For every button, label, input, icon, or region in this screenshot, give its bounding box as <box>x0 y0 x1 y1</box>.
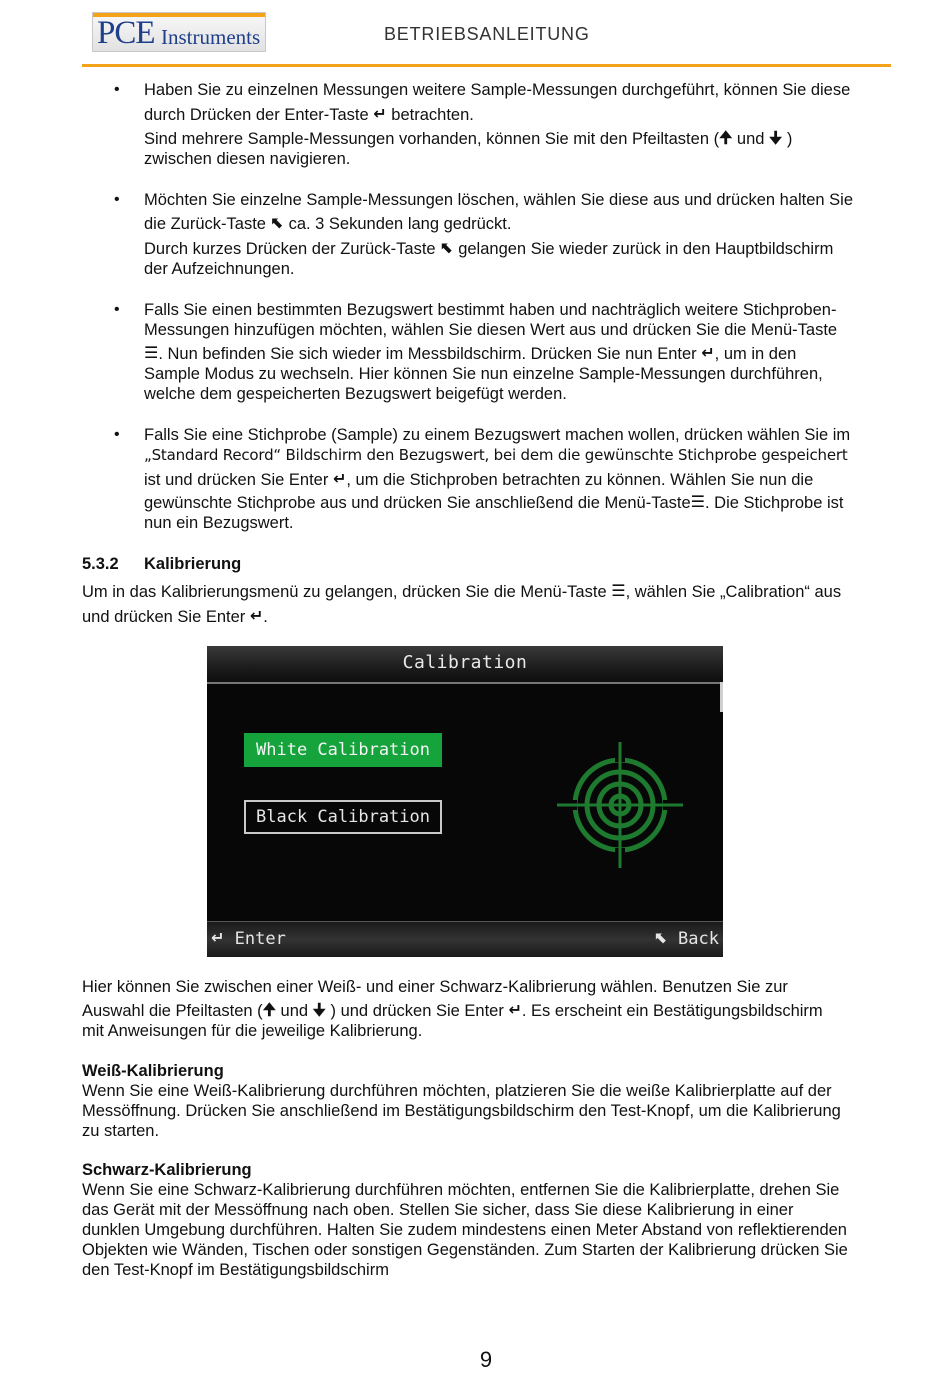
arrow-down-icon: 🠋 <box>312 1000 326 1019</box>
footer-back-label: Back <box>678 929 719 949</box>
page-number: 9 <box>479 1347 493 1372</box>
text-line <box>144 105 474 125</box>
title-bar-divider <box>207 682 723 684</box>
menu-icon: ☰ <box>690 492 706 511</box>
text-line <box>144 470 813 490</box>
enter-icon: ↵ <box>701 343 715 362</box>
back-icon: ⬉ <box>440 238 454 257</box>
text-span: Auswahl die Pfeiltasten ( <box>82 1002 263 1020</box>
bullet-marker: • <box>114 81 120 98</box>
text-line: „Standard Record“ Bildschirm den Bezugswert, bei dem die gewünschte Stichprobe gespeichert <box>144 446 848 464</box>
text-line: Messungen hinzufügen möchten, wählen Sie diesen Wert aus und drücken Sie die Menü-Taste <box>144 321 838 339</box>
text-span: ) <box>786 130 793 148</box>
text-span: , um die Stichproben betrachten zu können. Wählen Sie nun die <box>346 471 814 489</box>
arrow-down-icon: 🠋 <box>769 128 783 147</box>
text-span: die Zurück-Taste <box>144 215 266 233</box>
text-line <box>82 1001 823 1021</box>
text-span: gelangen Sie wieder zurück in den Hauptbildschirm <box>458 240 834 258</box>
text-line: den Test-Knopf im Bestätigungsbildschirm <box>82 1261 389 1279</box>
text-line: zwischen diesen navigieren. <box>144 150 351 168</box>
enter-icon: ↵ <box>373 104 387 123</box>
text-line: Wenn Sie eine Schwarz-Kalibrierung durchführen möchten, entfernen Sie die Kalibrierplatte, drehen Sie <box>82 1181 840 1199</box>
pce-logo <box>92 12 266 52</box>
text-line <box>144 214 511 234</box>
text-line: Haben Sie zu einzelnen Messungen weitere Sample-Messungen durchgeführt, können Sie diese <box>144 81 851 99</box>
text-span: ca. 3 Sekunden lang gedrückt. <box>288 215 512 233</box>
footer-enter[interactable] <box>211 928 286 950</box>
back-icon: ⬉ <box>270 213 284 232</box>
text-line <box>82 607 268 627</box>
black-calibration-heading: Schwarz-Kalibrierung <box>82 1161 252 1179</box>
screen-footer-bar <box>207 921 723 957</box>
text-span: gewünschte Stichprobe aus und drücken Sie anschließend die Menü-Taste <box>144 494 691 512</box>
bullet-marker: • <box>114 426 120 443</box>
text-line: nun ein Bezugswert. <box>144 514 294 532</box>
text-span: , wählen Sie „Calibration“ aus <box>625 583 842 601</box>
text-line: Messöffnung. Drücken Sie anschließend im Bestätigungsbildschirm den Test-Knopf, um die Kalibrierung <box>82 1102 841 1120</box>
white-calibration-option[interactable]: White Calibration <box>244 733 442 767</box>
enter-icon: ↵ <box>508 1000 522 1019</box>
text-span: , um in den <box>714 345 797 363</box>
document-title: BETRIEBSANLEITUNG <box>384 24 590 44</box>
logo-instruments-text: Instruments <box>161 25 261 49</box>
text-line: dunklen Umgebung durchführen. Halten Sie zudem mindestens einen Meter Abstand von reflektierenden <box>82 1221 847 1239</box>
text-line <box>144 493 844 513</box>
calibration-screen <box>207 646 723 957</box>
text-line <box>144 344 796 364</box>
header-divider <box>82 64 891 67</box>
text-span: Durch kurzes Drücken der Zurück-Taste <box>144 240 436 258</box>
text-span: und <box>280 1002 309 1020</box>
text-span: und drücken Sie Enter <box>82 608 246 626</box>
section-number: 5.3.2 <box>82 555 119 573</box>
section-title: Kalibrierung <box>144 555 242 573</box>
bullet-marker: • <box>114 301 120 318</box>
enter-icon: ↵ <box>211 928 225 947</box>
text-line <box>144 129 792 149</box>
text-span: . <box>263 608 268 626</box>
text-line: Sample Modus zu wechseln. Hier können Sie nun einzelne Sample-Messungen durchführen, <box>144 365 823 383</box>
text-span: und <box>736 130 765 148</box>
text-line: Wenn Sie eine Weiß-Kalibrierung durchführen möchten, platzieren Sie die weiße Kalibrierplatte auf der <box>82 1082 832 1100</box>
text-line: Falls Sie einen bestimmten Bezugswert bestimmt haben und nachträglich weitere Stichproben- <box>144 301 837 319</box>
back-icon: ⬉ <box>654 928 668 947</box>
white-calibration-heading: Weiß-Kalibrierung <box>82 1062 224 1080</box>
bullet-marker: • <box>114 191 120 208</box>
footer-enter-label: Enter <box>234 929 286 949</box>
text-line: zu starten. <box>82 1122 160 1140</box>
text-span: ist und drücken Sie Enter <box>144 471 329 489</box>
text-line: Möchten Sie einzelne Sample-Messungen löschen, wählen Sie diese aus und drücken halten Sie <box>144 191 854 209</box>
text-line: Hier können Sie zwischen einer Weiß- und einer Schwarz-Kalibrierung wählen. Benutzen Sie zur <box>82 978 788 996</box>
arrow-up-icon: 🠉 <box>262 1000 276 1019</box>
logo-pce-text: PCE <box>97 15 155 51</box>
scroll-indicator <box>720 682 723 712</box>
enter-icon: ↵ <box>332 469 347 488</box>
text-line <box>82 582 841 602</box>
text-line: mit Anweisungen für die jeweilige Kalibrierung. <box>82 1022 423 1040</box>
enter-icon: ↵ <box>249 606 264 625</box>
text-span: Sind mehrere Sample-Messungen vorhanden, können Sie mit den Pfeiltasten ( <box>144 130 720 148</box>
text-line: welche dem gespeicherten Bezugswert beigefügt werden. <box>144 385 567 403</box>
arrow-up-icon: 🠉 <box>719 128 733 147</box>
footer-back[interactable] <box>654 928 719 950</box>
text-line: Objekten wie Wänden, Tischen oder sonstigen Gegenständen. Zum Starten der Kalibrierung drücken Sie <box>82 1241 848 1259</box>
screen-title-bar <box>207 646 723 682</box>
text-span: . Es erscheint ein Bestätigungsbildschirm <box>521 1002 823 1020</box>
text-span: . Nun befinden Sie sich wieder im Messbildschirm. Drücken Sie nun Enter <box>158 345 697 363</box>
text-line: Falls Sie eine Stichprobe (Sample) zu einem Bezugswert machen wollen, drücken wählen Sie im <box>144 426 851 444</box>
text-span: . Die Stichprobe ist <box>705 494 844 512</box>
menu-icon: ☰ <box>611 581 626 600</box>
text-line: das Gerät mit der Messöffnung nach oben. Stellen Sie sicher, dass Sie diese Kalibrierung in einer <box>82 1201 794 1219</box>
black-calibration-option[interactable]: Black Calibration <box>244 800 442 834</box>
text-line: der Aufzeichnungen. <box>144 260 295 278</box>
text-span: durch Drücken der Enter-Taste <box>144 106 369 124</box>
target-icon <box>557 742 683 868</box>
text-line <box>144 239 833 259</box>
menu-icon: ☰ <box>144 343 159 362</box>
text-span: betrachten. <box>391 106 474 124</box>
text-span: ) und drücken Sie Enter <box>330 1002 504 1020</box>
screen-title: Calibration <box>402 652 528 673</box>
text-span: Um in das Kalibrierungsmenü zu gelangen, drücken Sie die Menü-Taste <box>82 583 607 601</box>
